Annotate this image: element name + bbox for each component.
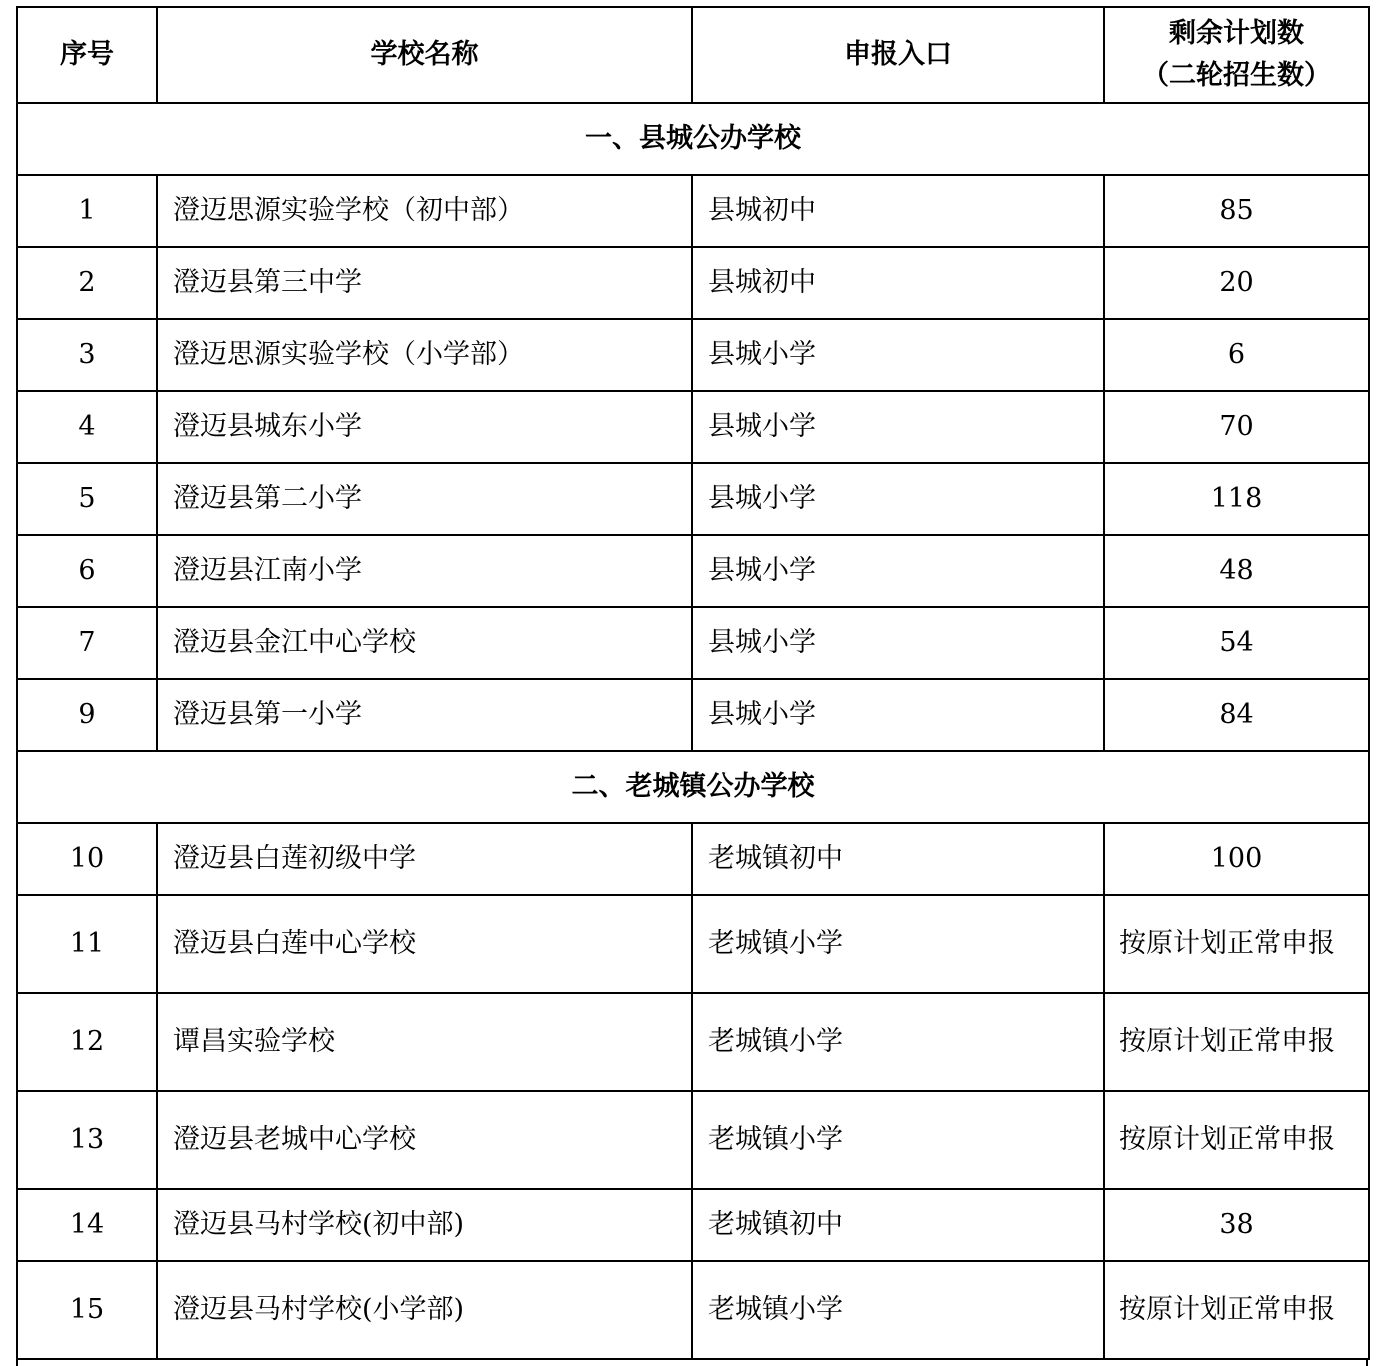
cell-entry: 县城小学 bbox=[692, 679, 1104, 751]
section-title: 二、老城镇公办学校 bbox=[17, 751, 1369, 823]
cell-school-name: 澄迈思源实验学校（初中部） bbox=[157, 175, 692, 247]
table-row bbox=[17, 607, 1369, 679]
cell-seq: 9 bbox=[17, 679, 157, 751]
cell-entry: 县城小学 bbox=[692, 463, 1104, 535]
cell-school-name: 澄迈县马村学校(初中部) bbox=[157, 1189, 692, 1261]
cell-entry: 县城小学 bbox=[692, 607, 1104, 679]
cell-seq: 5 bbox=[17, 463, 157, 535]
header-remaining bbox=[1104, 7, 1369, 103]
cell-school-name: 澄迈县第三中学 bbox=[157, 247, 692, 319]
cell-remaining: 54 bbox=[1104, 607, 1369, 679]
table-row bbox=[17, 1091, 1369, 1189]
enrollment-table bbox=[16, 6, 1370, 1360]
header-school-name: 学校名称 bbox=[157, 7, 692, 103]
next-row-cutoff bbox=[16, 1358, 1368, 1366]
cell-remaining: 按原计划正常申报 bbox=[1104, 993, 1369, 1091]
cell-entry: 老城镇初中 bbox=[692, 823, 1104, 895]
cell-seq: 11 bbox=[17, 895, 157, 993]
cell-remaining: 20 bbox=[1104, 247, 1369, 319]
cell-entry: 县城小学 bbox=[692, 319, 1104, 391]
table-row bbox=[17, 1261, 1369, 1359]
header-remaining-line2: （二轮招生数） bbox=[1142, 60, 1331, 91]
cell-entry: 县城小学 bbox=[692, 391, 1104, 463]
cell-remaining: 按原计划正常申报 bbox=[1104, 1261, 1369, 1359]
cell-remaining: 100 bbox=[1104, 823, 1369, 895]
cell-school-name: 澄迈县马村学校(小学部) bbox=[157, 1261, 692, 1359]
header-remaining-line1: 剩余计划数 bbox=[1169, 18, 1304, 49]
table-row bbox=[17, 247, 1369, 319]
cell-seq: 6 bbox=[17, 535, 157, 607]
cell-entry: 老城镇小学 bbox=[692, 993, 1104, 1091]
cell-school-name: 澄迈县金江中心学校 bbox=[157, 607, 692, 679]
table-row bbox=[17, 175, 1369, 247]
table-row bbox=[17, 679, 1369, 751]
cell-remaining: 85 bbox=[1104, 175, 1369, 247]
cell-entry: 县城小学 bbox=[692, 535, 1104, 607]
table-row bbox=[17, 391, 1369, 463]
cell-entry: 县城初中 bbox=[692, 247, 1104, 319]
cell-remaining: 38 bbox=[1104, 1189, 1369, 1261]
cell-remaining: 按原计划正常申报 bbox=[1104, 1091, 1369, 1189]
cell-remaining: 按原计划正常申报 bbox=[1104, 895, 1369, 993]
table-row bbox=[17, 993, 1369, 1091]
cell-remaining: 118 bbox=[1104, 463, 1369, 535]
table-row bbox=[17, 823, 1369, 895]
cell-seq: 3 bbox=[17, 319, 157, 391]
cell-entry: 老城镇小学 bbox=[692, 1261, 1104, 1359]
header-seq: 序号 bbox=[17, 7, 157, 103]
section-row-county bbox=[17, 103, 1369, 175]
table-row bbox=[17, 1189, 1369, 1261]
cell-school-name: 澄迈县第一小学 bbox=[157, 679, 692, 751]
cell-remaining: 6 bbox=[1104, 319, 1369, 391]
table-row bbox=[17, 319, 1369, 391]
cell-entry: 老城镇小学 bbox=[692, 895, 1104, 993]
table-row bbox=[17, 535, 1369, 607]
cell-seq: 1 bbox=[17, 175, 157, 247]
cell-seq: 4 bbox=[17, 391, 157, 463]
table-row bbox=[17, 895, 1369, 993]
cell-seq: 12 bbox=[17, 993, 157, 1091]
cell-school-name: 澄迈县白莲初级中学 bbox=[157, 823, 692, 895]
cell-school-name: 澄迈县老城中心学校 bbox=[157, 1091, 692, 1189]
header-entry: 申报入口 bbox=[692, 7, 1104, 103]
cell-school-name: 谭昌实验学校 bbox=[157, 993, 692, 1091]
cell-entry: 县城初中 bbox=[692, 175, 1104, 247]
cell-entry: 老城镇小学 bbox=[692, 1091, 1104, 1189]
cell-seq: 14 bbox=[17, 1189, 157, 1261]
cell-school-name: 澄迈县第二小学 bbox=[157, 463, 692, 535]
cell-seq: 15 bbox=[17, 1261, 157, 1359]
cell-entry: 老城镇初中 bbox=[692, 1189, 1104, 1261]
cell-school-name: 澄迈县白莲中心学校 bbox=[157, 895, 692, 993]
cell-remaining: 70 bbox=[1104, 391, 1369, 463]
header-row bbox=[17, 7, 1369, 103]
cell-seq: 7 bbox=[17, 607, 157, 679]
cell-school-name: 澄迈县江南小学 bbox=[157, 535, 692, 607]
cell-remaining: 48 bbox=[1104, 535, 1369, 607]
cell-school-name: 澄迈思源实验学校（小学部） bbox=[157, 319, 692, 391]
section-title: 一、县城公办学校 bbox=[17, 103, 1369, 175]
cell-remaining: 84 bbox=[1104, 679, 1369, 751]
section-row-laocheng bbox=[17, 751, 1369, 823]
table-row bbox=[17, 463, 1369, 535]
cell-seq: 13 bbox=[17, 1091, 157, 1189]
cell-seq: 10 bbox=[17, 823, 157, 895]
cell-seq: 2 bbox=[17, 247, 157, 319]
cell-school-name: 澄迈县城东小学 bbox=[157, 391, 692, 463]
